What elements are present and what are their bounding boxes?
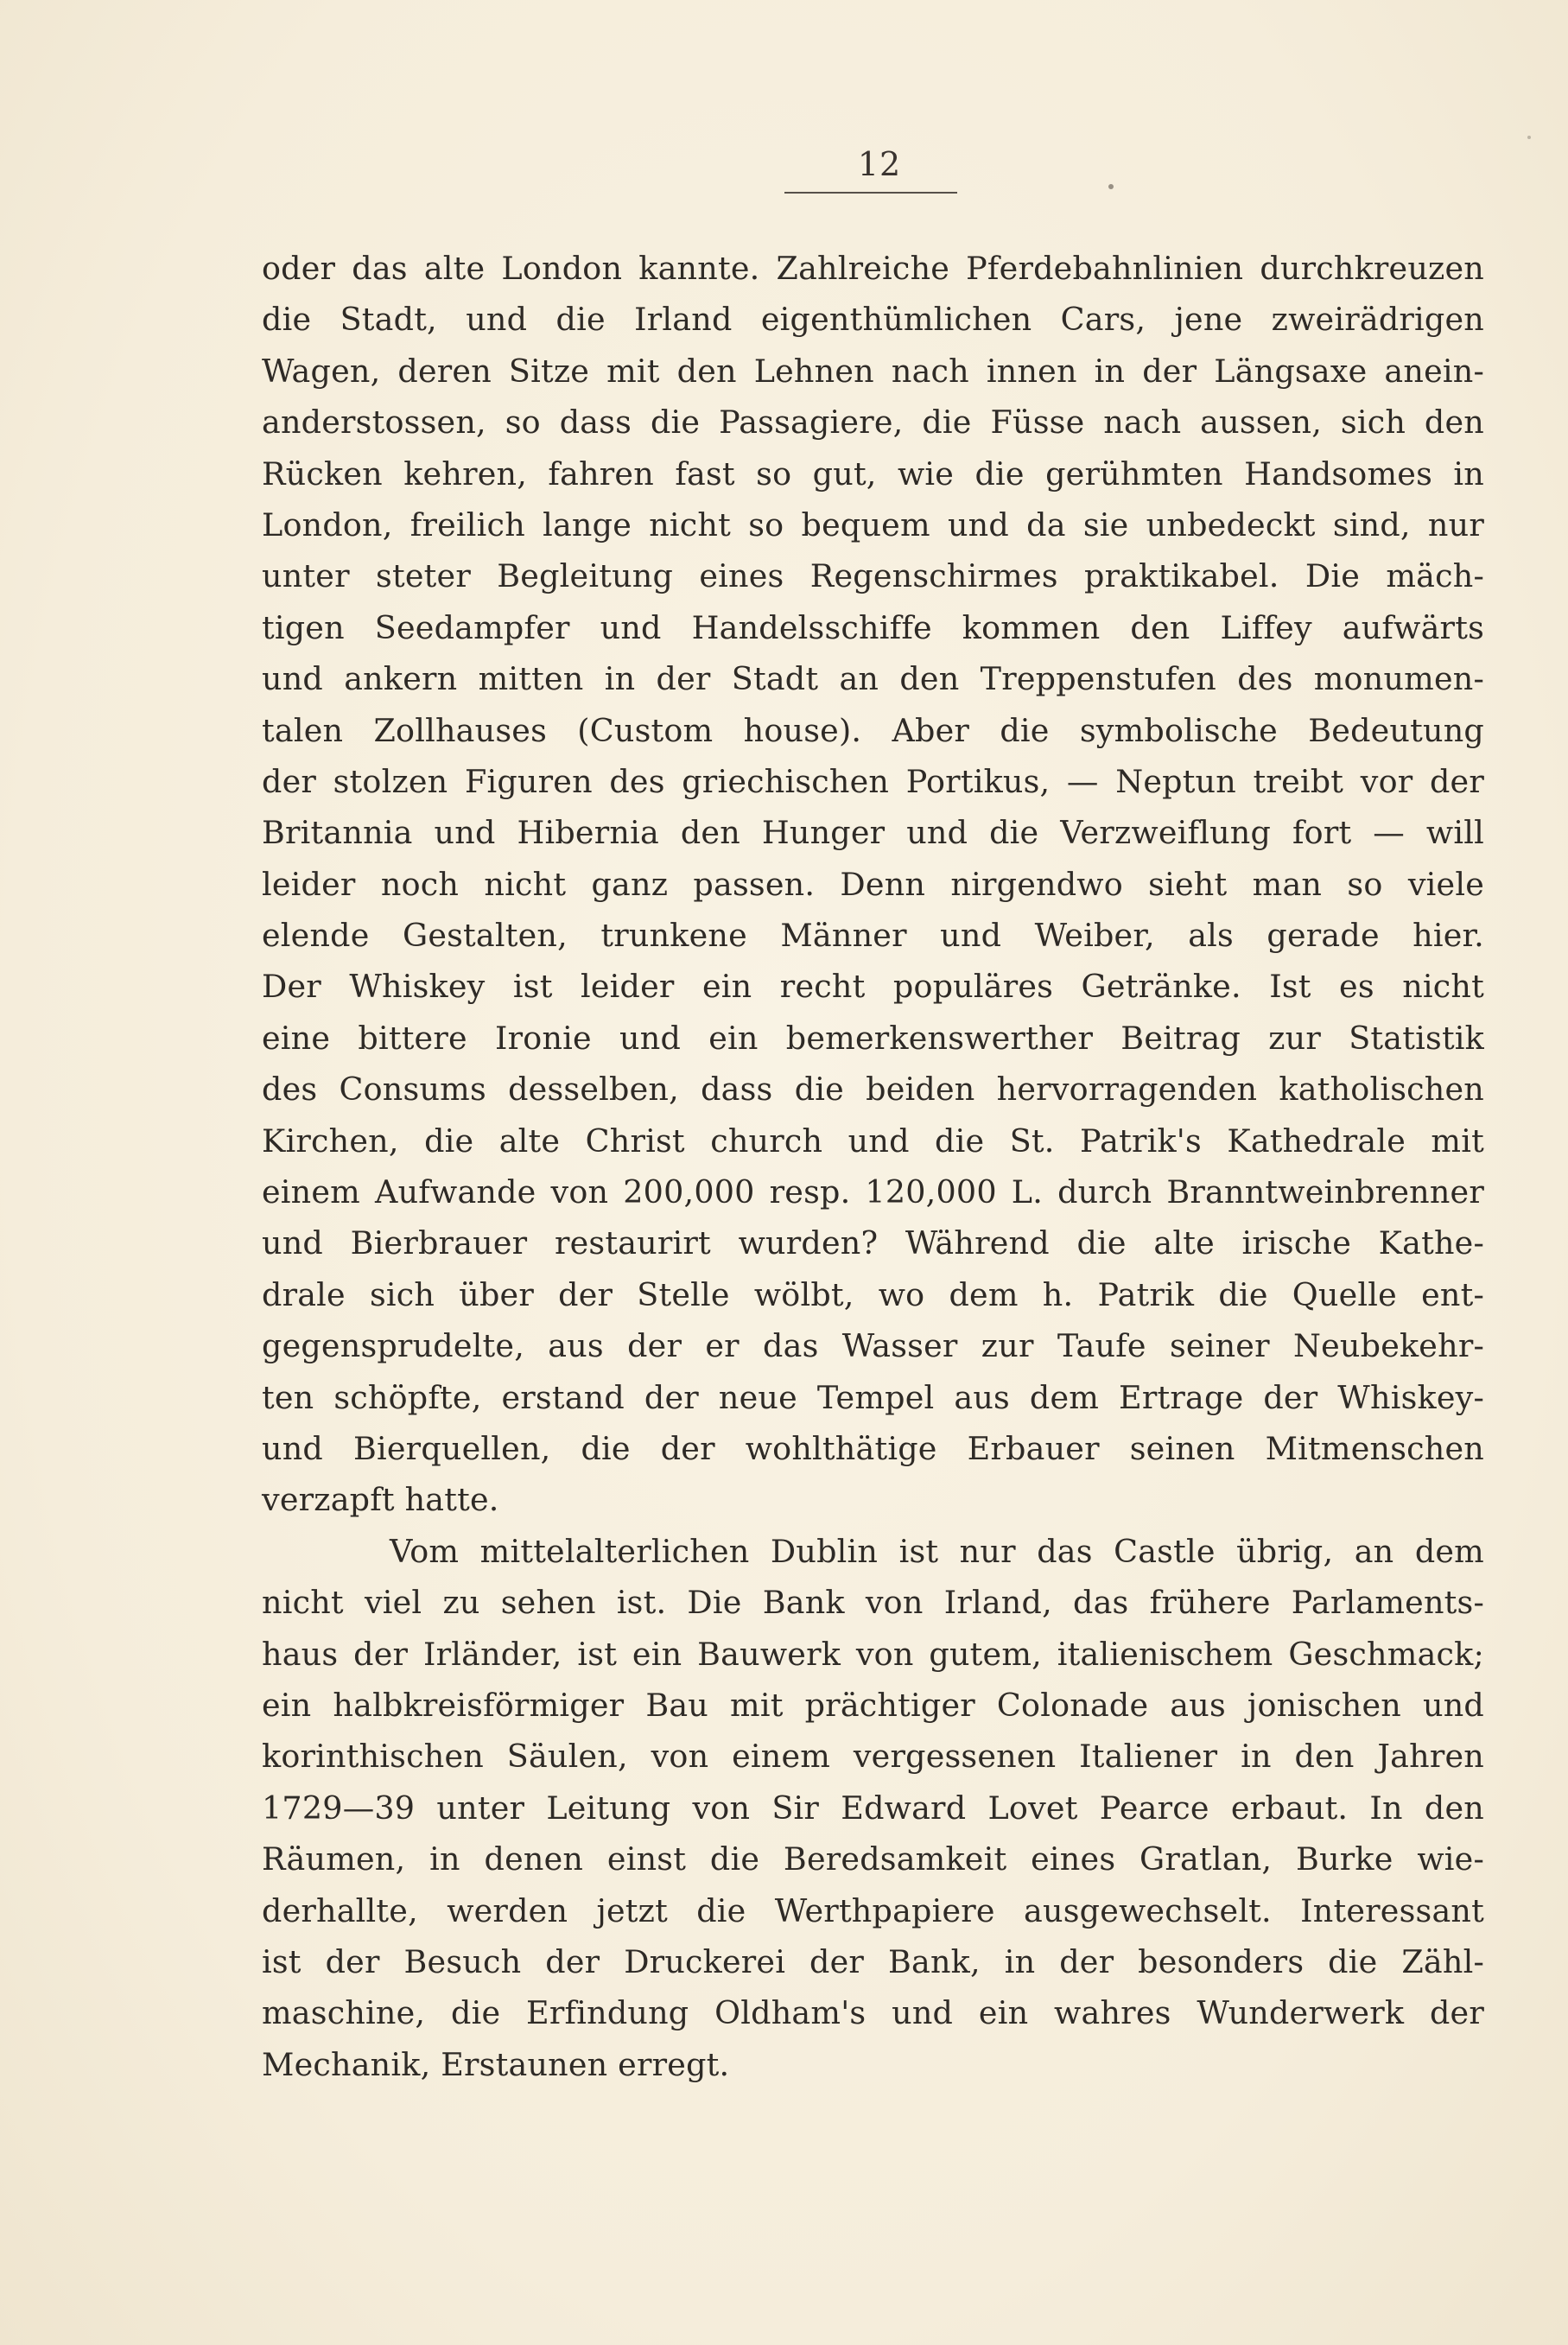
text-line: einem Aufwande von 200,000 resp. 120,000 L. durch Branntweinbrenner: [262, 1173, 1484, 1211]
text-line: Kirchen, die alte Christ church und die St. Patrik's Kathedrale mit: [262, 1122, 1484, 1160]
text-line: maschine, die Erfindung Oldham's und ein wahres Wunderwerk der: [262, 1994, 1484, 2032]
paragraph-2: [262, 1526, 1484, 2090]
text-line: anderstossen, so dass die Passagiere, die Füsse nach aussen, sich den: [262, 404, 1484, 442]
text-line: Der Whiskey ist leider ein recht populäres Getränke. Ist es nicht: [262, 968, 1484, 1006]
page-number-rule: [784, 192, 957, 194]
text-line: tigen Seedampfer und Handelsschiffe kommen den Liffey aufwärts: [262, 608, 1484, 646]
body-text: [262, 243, 1484, 2090]
page-number: 12: [857, 145, 902, 183]
text-line: und Bierquellen, die der wohlthätige Erbauer seinen Mitmenschen: [262, 1429, 1484, 1467]
text-line: die Stadt, und die Irland eigenthümlichen Cars, jene zweirädrigen: [262, 301, 1484, 339]
text-line: verzapft hatte.: [262, 1481, 499, 1519]
print-speck: [1527, 136, 1531, 139]
text-line: Britannia und Hibernia den Hunger und die Verzweiflung fort — will: [262, 814, 1484, 852]
text-line: 1729—39 unter Leitung von Sir Edward Lovet Pearce erbaut. In den: [262, 1789, 1484, 1827]
text-line: und ankern mitten in der Stadt an den Treppenstufen des monumen-: [262, 660, 1484, 698]
text-line: talen Zollhauses (Custom house). Aber die symbolische Bedeutung: [262, 711, 1484, 749]
paragraph-1: [262, 243, 1484, 1526]
text-line: nicht viel zu sehen ist. Die Bank von Irland, das frühere Parlaments-: [262, 1584, 1484, 1622]
text-line: London, freilich lange nicht so bequem und da sie unbedeckt sind, nur: [262, 505, 1484, 543]
text-line: des Consums desselben, dass die beiden hervorragenden katholischen: [262, 1071, 1484, 1109]
text-line: leider noch nicht ganz passen. Denn nirgendwo sieht man so viele: [262, 865, 1484, 903]
text-line: der stolzen Figuren des griechischen Portikus, — Neptun treibt vor der: [262, 762, 1484, 800]
text-line: ten schöpfte, erstand der neue Tempel aus dem Ertrage der Whiskey-: [262, 1378, 1484, 1416]
text-line: Vom mittelalterlichen Dublin ist nur das Castle übrig, an dem: [390, 1532, 1484, 1570]
text-line: Wagen, deren Sitze mit den Lehnen nach innen in der Längsaxe anein-: [262, 352, 1484, 390]
text-line: ein halbkreisförmiger Bau mit prächtiger Colonade aus jonischen und: [262, 1686, 1484, 1724]
text-line: haus der Irländer, ist ein Bauwerk von gutem, italienischem Geschmack;: [262, 1635, 1484, 1673]
text-line: eine bittere Ironie und ein bemerkenswerther Beitrag zur Statistik: [262, 1019, 1484, 1057]
text-line: derhallte, werden jetzt die Werthpapiere ausgewechselt. Interessant: [262, 1891, 1484, 1929]
text-line: unter steter Begleitung eines Regenschirmes praktikabel. Die mäch-: [262, 557, 1484, 595]
print-speck: [1108, 184, 1114, 189]
text-line: Räumen, in denen einst die Beredsamkeit eines Gratlan, Burke wie-: [262, 1840, 1484, 1878]
text-line: gegensprudelte, aus der er das Wasser zur Taufe seiner Neubekehr-: [262, 1327, 1484, 1365]
text-line: drale sich über der Stelle wölbt, wo dem h. Patrik die Quelle ent-: [262, 1275, 1484, 1313]
text-line: und Bierbrauer restaurirt wurden? Während die alte irische Kathe-: [262, 1224, 1484, 1262]
text-line: ist der Besuch der Druckerei der Bank, in der besonders die Zähl-: [262, 1942, 1484, 1980]
text-line: Rücken kehren, fahren fast so gut, wie die gerühmten Handsomes in: [262, 454, 1484, 493]
text-line: korinthischen Säulen, von einem vergessenen Italiener in den Jahren: [262, 1738, 1484, 1776]
text-line: elende Gestalten, trunkene Männer und Weiber, als gerade hier.: [262, 917, 1484, 955]
text-line: oder das alte London kannte. Zahlreiche Pferdebahnlinien durchkreuzen: [262, 250, 1484, 287]
text-line: Mechanik, Erstaunen erregt.: [262, 2045, 730, 2083]
